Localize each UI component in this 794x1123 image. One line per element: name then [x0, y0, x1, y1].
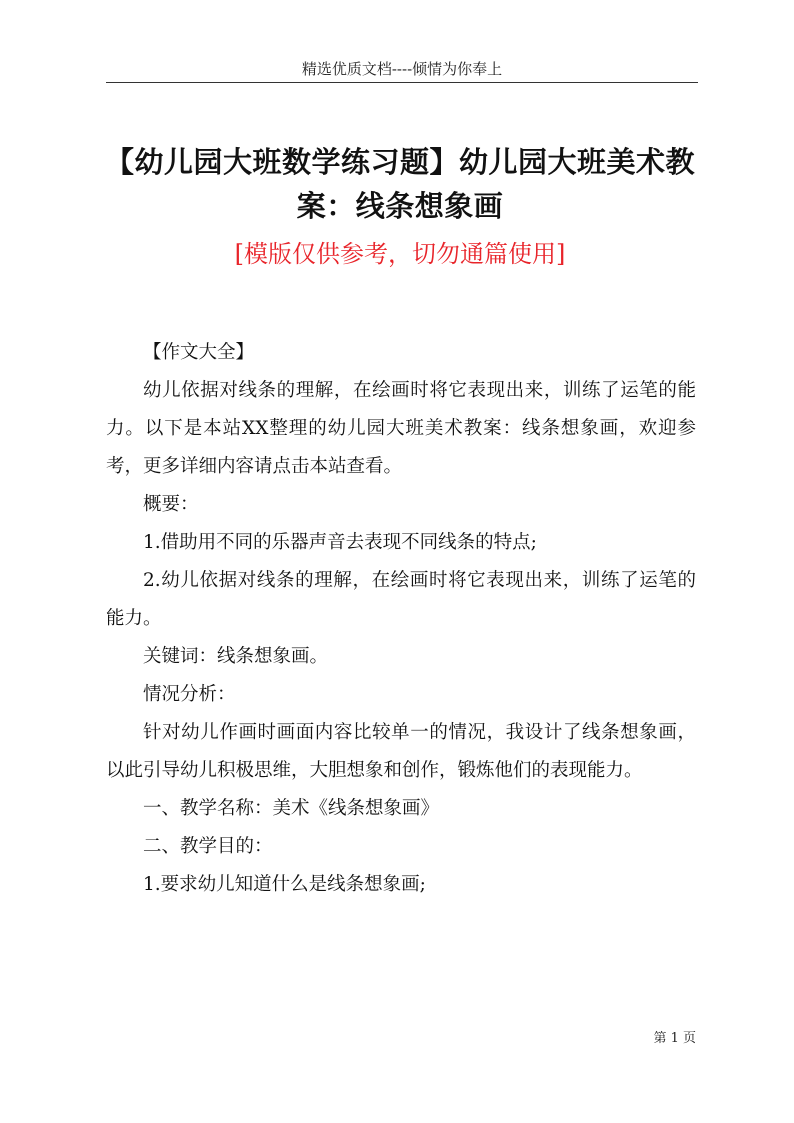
- paragraph: 1.借助用不同的乐器声音去表现不同线条的特点;: [143, 532, 537, 553]
- document-body: [106, 334, 696, 904]
- page-number: 第 1 页: [653, 1031, 696, 1046]
- paragraph: 二、教学目的：: [143, 836, 273, 857]
- header-divider: [106, 82, 698, 83]
- document-subtitle: [模版仅供参考，切勿通篇使用]: [234, 240, 566, 268]
- paragraph: 幼儿依据对线条的理解，在绘画时将它表现出来，训练了运笔的能力。以下是本站XX整理的幼儿园大班美术教案：线条想象画，欢迎参考，更多详细内容请点击本站查看。: [106, 380, 696, 477]
- paragraph: 概要：: [143, 494, 199, 515]
- paragraph: 1.要求幼儿知道什么是线条想象画;: [143, 874, 426, 895]
- paragraph: 【作文大全】: [143, 342, 255, 363]
- paragraph: 针对幼儿作画时画面内容比较单一的情况，我设计了线条想象画，以此引导幼儿积极思维，大胆想象和创作，锻炼他们的表现能力。: [106, 722, 696, 781]
- paragraph: 一、教学名称：美术《线条想象画》: [143, 798, 440, 819]
- document-title: 【幼儿园大班数学练习题】幼儿园大班美术教案：线条想象画: [104, 145, 695, 223]
- paragraph: 情况分析：: [143, 684, 236, 705]
- paragraph: 关键词：线条想象画。: [143, 646, 329, 667]
- paragraph: 2.幼儿依据对线条的理解，在绘画时将它表现出来，训练了运笔的能力。: [106, 570, 696, 629]
- page-header: 精选优质文档----倾情为你奉上: [301, 60, 503, 78]
